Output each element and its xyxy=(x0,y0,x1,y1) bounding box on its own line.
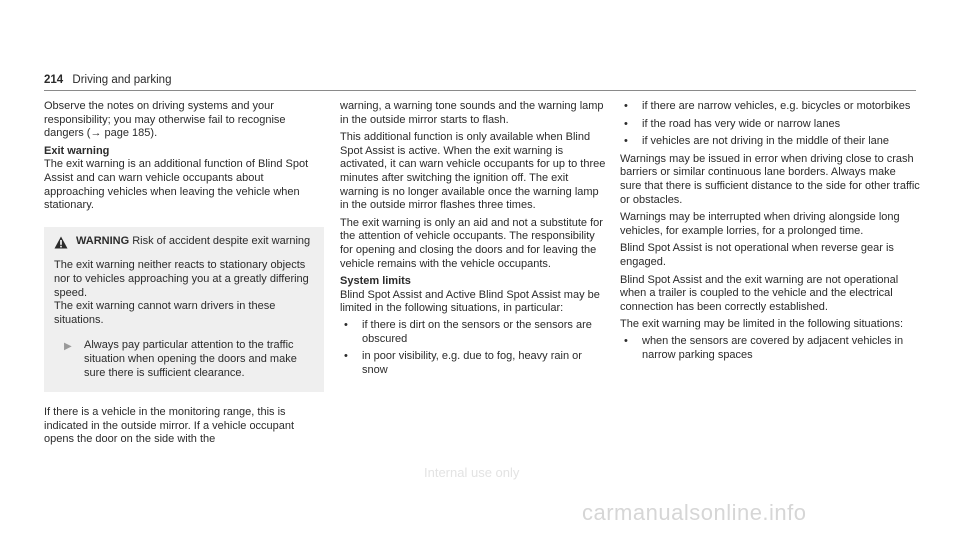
page-header xyxy=(44,73,171,87)
exit-limits-list xyxy=(620,335,920,362)
section-title: Driving and parking xyxy=(72,74,172,86)
trailer-paragraph: Blind Spot Assist and the exit warning are not operational when a trailer is coupled to the vehicle and the electrical connection has been correctly established. xyxy=(620,273,899,313)
warning-tone-paragraph: warning, a warning tone sounds and the warning lamp in the outside mirror starts to flash. xyxy=(340,100,604,126)
monitoring-paragraph: If there is a vehicle in the monitoring range, this is indicated in the outside mirror. If a vehicle occupant opens the door on the side with the xyxy=(44,406,295,446)
list-item: • in poor visibility, e.g. due to fog, heavy rain or snow xyxy=(344,350,582,376)
warning-title-row xyxy=(54,235,312,254)
column-right xyxy=(620,100,920,366)
list-item: • if there are narrow vehicles, e.g. bicycles or motorbikes xyxy=(624,100,911,112)
limits-list-continued xyxy=(620,100,920,149)
instruction-text: Always pay particular attention to the traffic situation when opening the doors and make sure there is sufficient clearance. xyxy=(84,339,297,379)
warning-instruction xyxy=(54,339,312,380)
system-limits-text: Blind Spot Assist and Active Blind Spot Assist may be limited in the following situations, in particular: xyxy=(340,288,600,315)
exit-limits-paragraph: The exit warning may be limited in the following situations: xyxy=(620,318,904,331)
list-item: • if the road has very wide or narrow lanes xyxy=(624,117,841,130)
warning-triangle-icon xyxy=(54,235,70,254)
page-number: 214 xyxy=(44,74,64,86)
aid-paragraph: The exit warning is only an aid and not a substitute for the attention of vehicle occupants. The responsibility for opening and closing the doors and for leaving the vehicle remains with the vehicle occupants. xyxy=(340,216,603,270)
site-watermark[interactable]: carmanualsonline.info xyxy=(582,500,807,525)
interrupted-warnings-paragraph: Warnings may be interrupted when driving alongside long vehicles, for example lorries, for a prolonged time. xyxy=(620,211,900,237)
warning-title: Risk of accident despite exit warning xyxy=(132,234,311,247)
warning-label: WARNING xyxy=(76,234,130,247)
list-item: • if there is dirt on the sensors or the sensors are obscured xyxy=(344,318,592,345)
system-limits-heading: System limits xyxy=(340,275,411,288)
header-rule xyxy=(44,90,916,91)
exit-warning-text: The exit warning is an additional function of Blind Spot Assist and can warn vehicle occupants about approaching vehicles when leaving the vehicle when stationary. xyxy=(44,158,309,212)
availability-paragraph: This additional function is only available when Blind Spot Assist is active. When the exit warning is activated, it can warn vehicle occupants for up to three minutes after switching the ignition off. The exit warning is no longer available once the warning lamp in the outside mirror flashes three times. xyxy=(340,131,606,212)
intro-paragraph: Observe the notes on driving systems and your responsibility; you may otherwise fail to recognise dangers (→ page 185). xyxy=(44,100,286,140)
warning-text-2: The exit warning cannot warn drivers in these situations. xyxy=(54,300,276,326)
exit-warning-heading: Exit warning xyxy=(44,144,110,157)
warning-box xyxy=(44,227,324,392)
list-item: • if vehicles are not driving in the middle of their lane xyxy=(624,135,890,148)
column-middle xyxy=(340,100,608,381)
error-warnings-paragraph: Warnings may be issued in error when driving close to crash barriers or similar continuous lane borders. Always make sure that there is sufficient distance to the side for other traffic or obstacles. xyxy=(620,152,920,206)
instruction-arrow-icon: ▶ xyxy=(64,341,72,353)
warning-text: The exit warning neither reacts to stationary objects nor to vehicles approaching you at a greatly differing speed. xyxy=(54,259,309,299)
watermark-text: Internal use only xyxy=(424,465,520,480)
column-left xyxy=(44,100,324,447)
limits-list xyxy=(340,319,608,377)
list-item: • when the sensors are covered by adjacent vehicles in narrow parking spaces xyxy=(624,334,904,361)
reverse-gear-paragraph: Blind Spot Assist is not operational when reverse gear is engaged. xyxy=(620,242,894,268)
